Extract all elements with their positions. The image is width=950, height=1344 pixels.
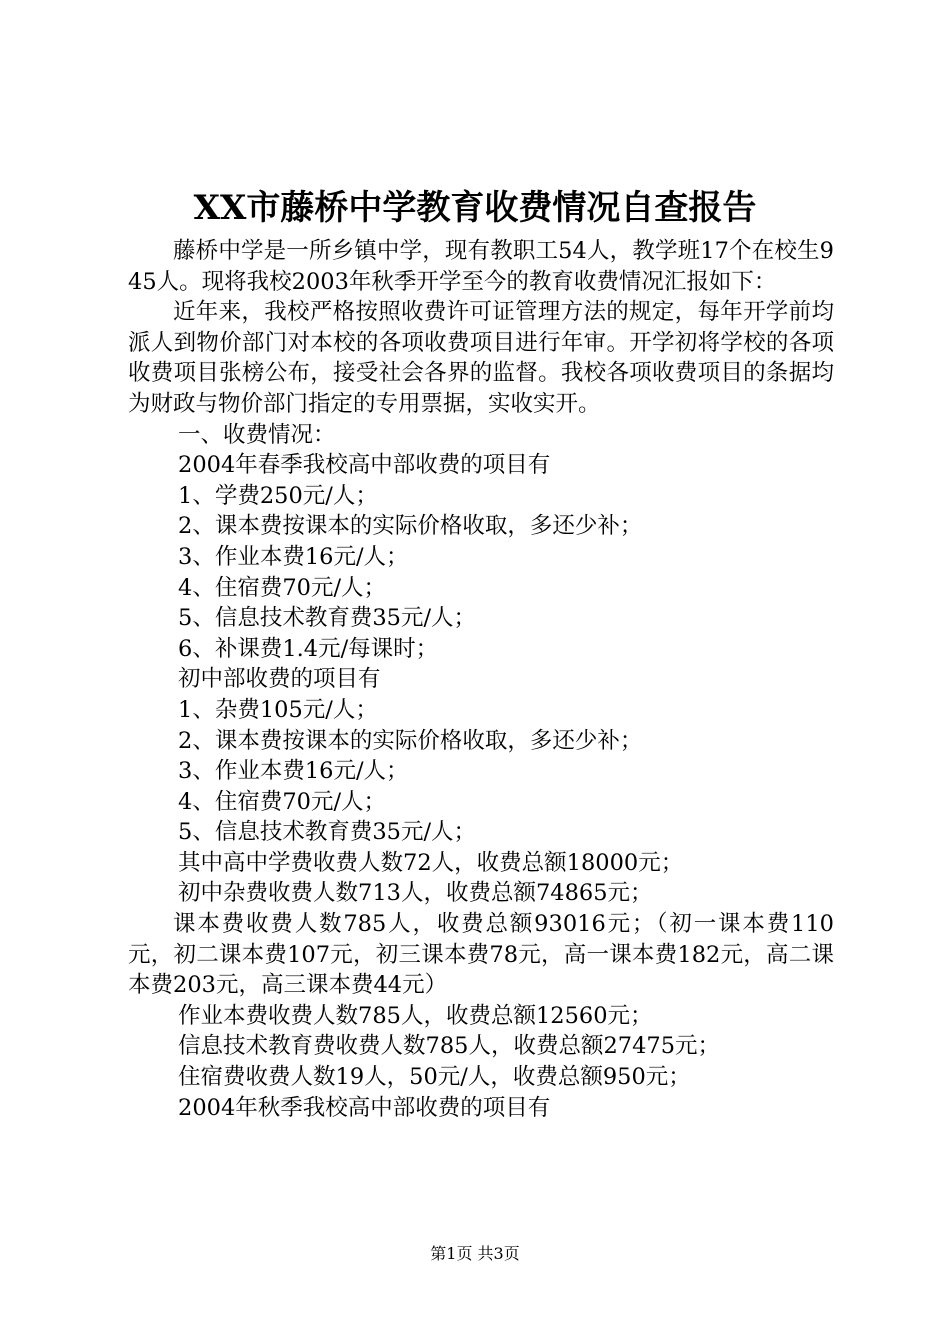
senior-spring-heading: 2004年春季我校高中部收费的项目有	[178, 452, 551, 479]
senior-autumn-heading: 2004年秋季我校高中部收费的项目有	[178, 1094, 551, 1121]
textbook-paragraph: 课本费收费人数785人，收费总额93016元；（初一课本费110元，初二课本费107元，初三课本费78元，高一课本费182元，高二课本费203元，高三课本费44元）	[128, 911, 834, 999]
senior-item: 2、课本费按课本的实际价格收取，多还少补；	[178, 513, 643, 540]
policy-paragraph: 近年来，我校严格按照收费许可证管理方法的规定，每年开学前均派人到物价部门对本校的各项收费项目进行年审。开学初将学校的各项收费项目张榜公布，接受社会各界的监督。我校各项收费项目的条据均为财政与物价部门指定的专用票据，实收实开。	[128, 299, 834, 417]
junior-heading: 初中部收费的项目有	[178, 666, 381, 693]
senior-item: 4、住宿费70元/人；	[178, 574, 387, 601]
summary-line: 作业本费收费人数785人，收费总额12560元；	[178, 1002, 653, 1029]
section-heading: 一、收费情况：	[178, 421, 336, 448]
junior-item: 3、作业本费16元/人；	[178, 758, 409, 785]
summary-line: 信息技术教育费收费人数785人，收费总额27475元；	[178, 1033, 721, 1060]
document-title: XX市藤桥中学教育收费情况自查报告	[193, 188, 757, 228]
summary-line: 住宿费收费人数19人，50元/人，收费总额950元；	[178, 1064, 691, 1091]
junior-item: 4、住宿费70元/人；	[178, 788, 387, 815]
page-footer: 第1页 共3页	[430, 1244, 520, 1263]
senior-item: 1、学费250元/人；	[178, 482, 378, 509]
junior-item: 1、杂费105元/人；	[178, 696, 378, 723]
summary-line: 其中高中学费收费人数72人，收费总额18000元；	[178, 849, 684, 876]
senior-item: 5、信息技术教育费35元/人；	[178, 605, 477, 632]
senior-item: 6、补课费1.4元/每课时；	[178, 635, 439, 662]
junior-item: 2、课本费按课本的实际价格收取，多还少补；	[178, 727, 643, 754]
intro-paragraph: 藤桥中学是一所乡镇中学，现有教职工54人，教学班17个在校生945人。现将我校2003年秋季开学至今的教育收费情况汇报如下：	[128, 238, 834, 295]
summary-line: 初中杂费收费人数713人，收费总额74865元；	[178, 880, 653, 907]
senior-item: 3、作业本费16元/人；	[178, 543, 409, 570]
junior-item: 5、信息技术教育费35元/人；	[178, 819, 477, 846]
document-body	[128, 236, 834, 1123]
